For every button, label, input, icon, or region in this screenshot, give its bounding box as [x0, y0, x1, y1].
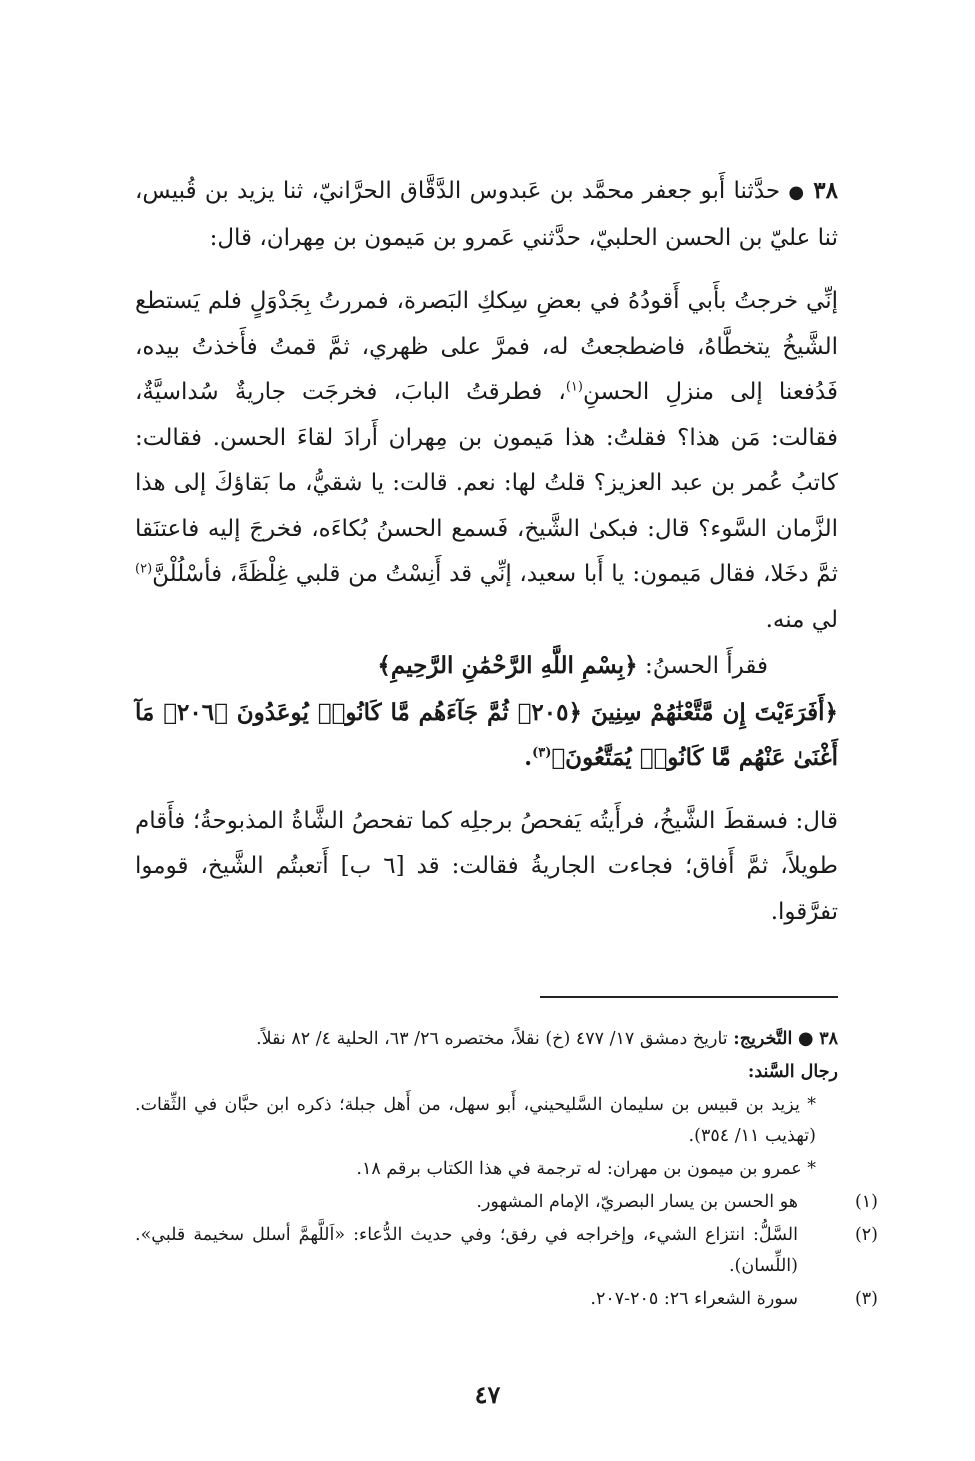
footnote-2	[135, 1220, 878, 1282]
footnotes-section	[135, 1023, 878, 1317]
footnote-2-number: (٢)	[854, 1225, 878, 1245]
quran-end: .	[524, 744, 533, 771]
footnote-2-text: السَّلُّ: انتزاع الشيء، وإخراجه في رفق؛ وفي حديث الدُّعاء: «اَللَّهمَّ أسلل سخيمة قلبي». (اللِّسان).	[135, 1225, 798, 1276]
matn-part-1: إنِّي خرجتُ بأَبي أَقودُهُ في بعضِ سِككِ البَصرة، فمررتُ بِجَدْوَلٍ فلم يَستطع الشَّيخُ يتخطَّاهُ، فاضطجعتُ له، فمرَّ على ظهري، ثمَّ قمتُ فأَخذتُ بيده، فَدُفعنا إلى منزلِ الحسنِ	[135, 288, 838, 405]
takhrij-text: تاريخ دمشق ١٧/ ٤٧٧ (خ) نقلاً، مختصره ٢٦/ ٦٣، الحلية ٤/ ٨٢ نقلاً.	[256, 1029, 728, 1049]
basmala-intro: فقرأَ الحسنُ:	[637, 653, 768, 679]
takhrij-dot-icon: ●	[797, 1028, 814, 1049]
bullet-dot-icon: ●	[788, 182, 806, 203]
hadith-number: ٣٨	[813, 177, 838, 204]
footnote-1	[135, 1187, 878, 1218]
matn-part-3: لي منه.	[765, 606, 838, 633]
page-number: ٤٧	[474, 1380, 501, 1409]
rijal-label: رجال السَّند:	[747, 1062, 838, 1082]
basmala-text: ﴿بِسْمِ اللَّهِ الرَّحْمَٰنِ الرَّحِيمِ﴾	[377, 652, 638, 679]
basmala-line	[135, 643, 838, 690]
takhrij-number: ٣٨	[819, 1029, 838, 1049]
footnote-divider	[540, 996, 838, 998]
footnote-3-text: سورة الشعراء ٢٦: ٢٠٥-٢٠٧.	[590, 1289, 798, 1309]
hadith-matn	[135, 279, 838, 643]
isnad-text: حدَّثنا أَبو جعفر محمَّد بن عَبدوس الدَّقَّاق الحرَّانيّ، ثنا يزيد بن قُبيس، ثنا عليّ بن الحسن الحلبيّ، حدَّثني عَمرو بن مَيمون بن مِهران، قال:	[135, 178, 838, 251]
footnote-ref-3: (٣)	[532, 745, 552, 761]
main-text	[135, 168, 838, 935]
footnote-3	[135, 1284, 878, 1315]
hadith-isnad	[135, 168, 838, 261]
takhrij-label: التَّخريج:	[733, 1029, 793, 1049]
narrator-note-2: * عمرو بن ميمون بن مهران: له ترجمة في هذا الكتاب برقم ١٨.	[356, 1159, 816, 1179]
quran-verses	[135, 690, 838, 781]
hadith-ending: قال: فسقطَ الشَّيخُ، فرأَيتُه يَفحصُ برجلِه كما تفحصُ الشَّاةُ المذبوحةُ؛ فأَقام طويلاً، ثمَّ أَفاق؛ فجاءت الجاريةُ فقالت: قد [٦ ب] أَتعبتُم الشَّيخ، قوموا تفرَّقوا.	[135, 807, 838, 925]
takhrij-line	[135, 1023, 838, 1055]
quran-text: ﴿أَفَرَءَيْتَ إِن مَّتَّعْنَٰهُمْ سِنِينَ ﴿٢٠٥﴾ ثُمَّ جَآءَهُم مَّا كَانُوا۟ يُوعَدُونَ ﴿٢٠٦﴾ مَآ أَغْنَىٰ عَنْهُم مَّا كَانُوا۟ يُمَتَّعُونَ﴾	[135, 698, 838, 771]
footnote-3-number: (٣)	[854, 1289, 878, 1309]
footnote-1-text: هو الحسن بن يسار البصريّ، الإمام المشهور.	[476, 1192, 798, 1212]
footnote-ref-2: (٢)	[135, 561, 153, 577]
matn-part-2: ، فطرقتُ البابَ، فخرجَت جاريةٌ سُداسيَّةٌ، فقالت: مَن هذا؟ فقلتُ: هذا مَيمون بن مِهران أَرادَ لقاءَ الحسن. فقالت: كاتبُ عُمر بن عبد العزيز؟ قلتُ لها: نعم. قالت: يا شقيُّ، ما بَقاؤكَ إلى هذا الزَّمان السَّوء؟ قال: فبكىٰ الشَّيخ، فَسمع الحسنُ بُكاءَه، فخرجَ إليه فاعتنَقا ثمَّ دخَلا، فقال مَيمون: يا أَبا سعيد، إنِّي قد أَنِسْتُ من قلبي غِلْظَةً، فأسْلُلْنَّ	[135, 379, 838, 587]
narrator-note-1: * يزيد بن قبيس بن سليمان السَّليحيني، أَبو سهل، من أَهل جبلة؛ ذكره ابن حبَّان في الثِّقات. (تهذيب ١١/ ٣٥٤).	[135, 1095, 816, 1146]
footnote-1-number: (١)	[854, 1192, 878, 1212]
footnote-ref-1: (١)	[565, 379, 583, 395]
